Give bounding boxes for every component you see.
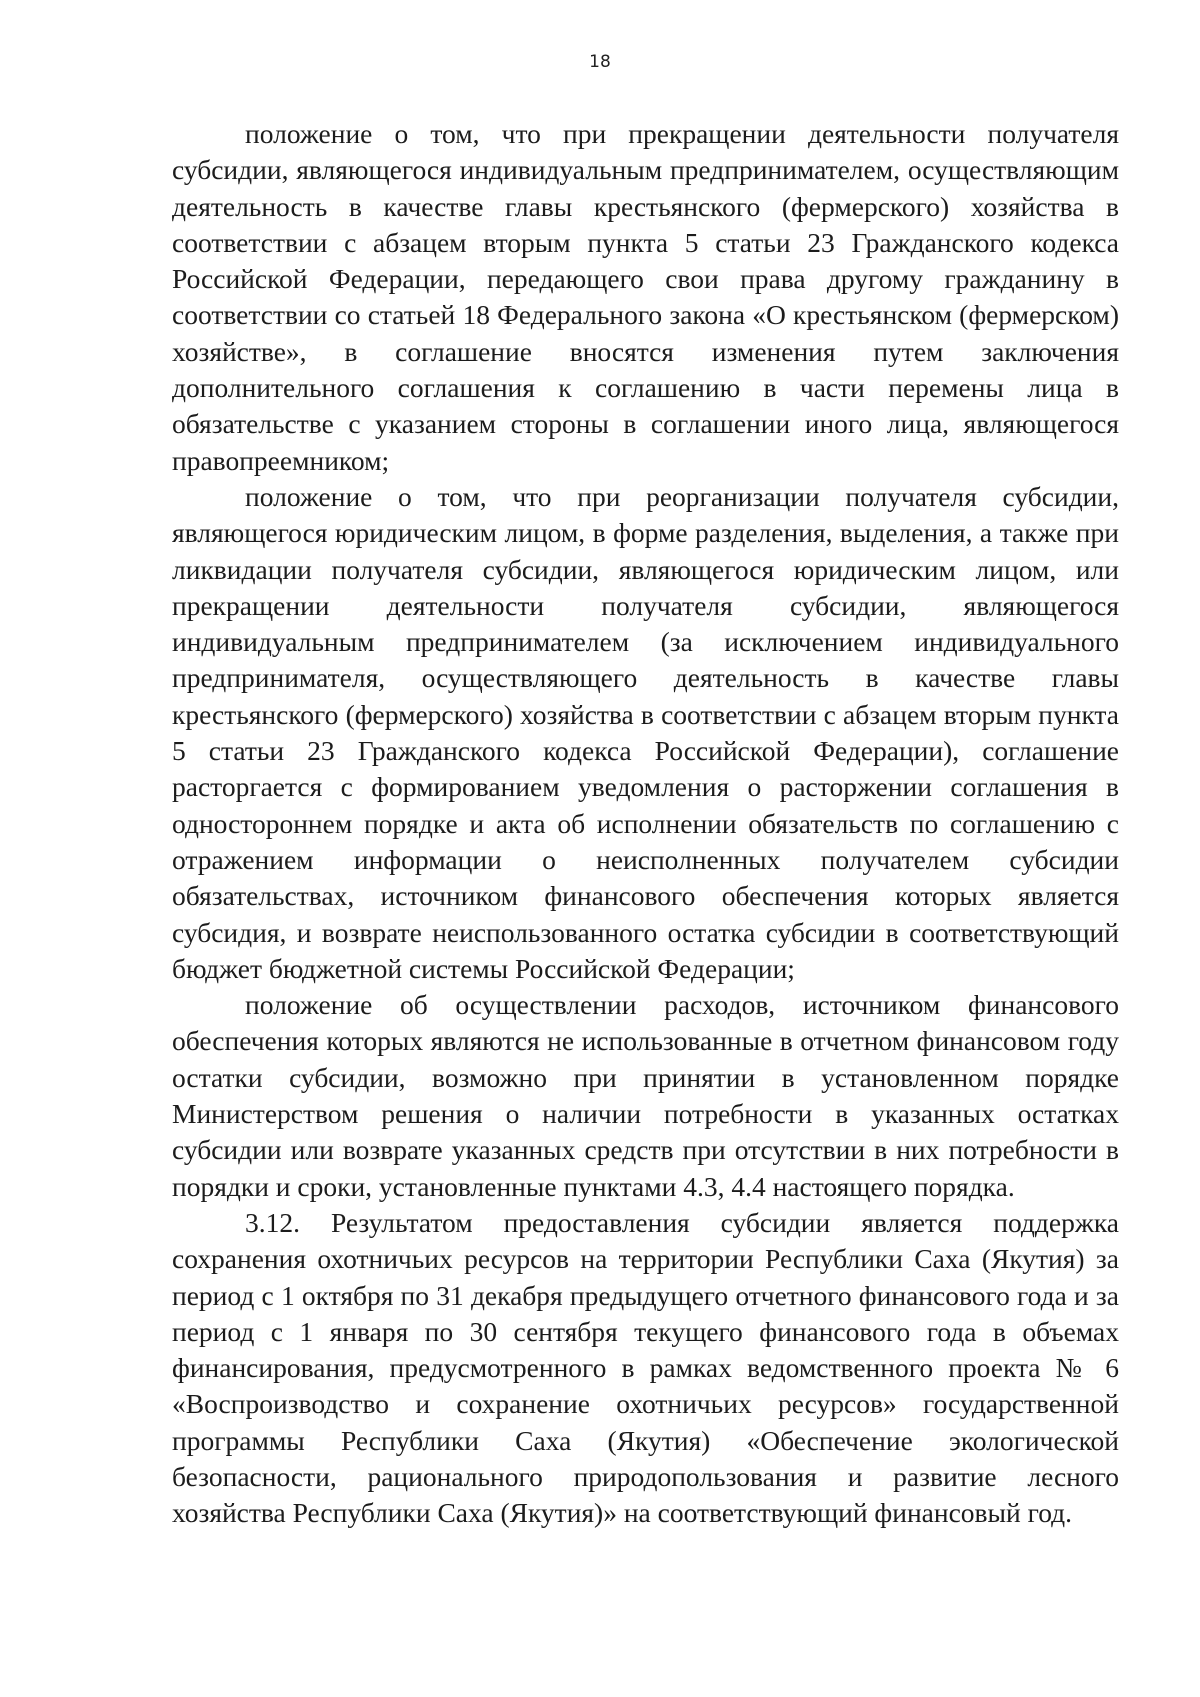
- paragraph-section-3-12-result: 3.12. Результатом предоставления субсидии является поддержка сохранения охотничьих ресурсов на территории Республики Саха (Якутия) за период с 1 октября по 31 декабря предыдущего отчетного финансового года и за период с 1 января по 30 сентября текущего финансового года в объемах финансирования, предусмотренного в рамках ведомственного проекта № 6 «Воспроизводство и сохранение охотничьих ресурсов» государственной программы Республики Саха (Якутия) «Обеспечение экологической безопасности, рационального природопользования и развитие лесного хозяйства Республики Саха (Якутия)» на соответствующий финансовый год.: [172, 1206, 1119, 1529]
- page-number: 18: [589, 52, 611, 72]
- document-body: [172, 116, 1119, 1532]
- paragraph-unused-balance-provision: положение об осуществлении расходов, источником финансового обеспечения которых являются не использованные в отчетном финансовом году остатки субсидии, возможно при принятии в установленном порядке Министерством решения о наличии потребности в указанных остатках субсидии или возврате указанных средств при отсутствии в них потребности в порядки и сроки, установленные пунктами 4.3, 4.4 настоящего порядка.: [172, 989, 1119, 1202]
- paragraph-successor-provision: положение о том, что при прекращении деятельности получателя субсидии, являющегося индивидуальным предпринимателем, осуществляющим деятельность в качестве главы крестьянского (фермерского) хозяйства в соответствии с абзацем вторым пункта 5 статьи 23 Гражданского кодекса Российской Федерации, передающего свои права другому гражданину в соответствии со статьей 18 Федерального закона «О крестьянском (фермерском) хозяйстве», в соглашение вносятся изменения путем заключения дополнительного соглашения к соглашению в части перемены лица в обязательстве с указанием стороны в соглашении иного лица, являющегося правопреемником;: [172, 118, 1119, 476]
- paragraph-termination-provision: положение о том, что при реорганизации получателя субсидии, являющегося юридическим лицом, в форме разделения, выделения, а также при ликвидации получателя субсидии, являющегося юридическим лицом, или прекращении деятельности получателя субсидии, являющегося индивидуальным предпринимателем (за исключением индивидуального предпринимателя, осуществляющего деятельность в качестве главы крестьянского (фермерского) хозяйства в соответствии с абзацем вторым пункта 5 статьи 23 Гражданского кодекса Российской Федерации), соглашение расторгается с формированием уведомления о расторжении соглашения в одностороннем порядке и акта об исполнении обязательств по соглашению с отражением информации о неисполненных получателем субсидии обязательствах, источником финансового обеспечения которых является субсидия, и возврате неиспользованного остатка субсидии в соответствующий бюджет бюджетной системы Российской Федерации;: [172, 480, 1119, 984]
